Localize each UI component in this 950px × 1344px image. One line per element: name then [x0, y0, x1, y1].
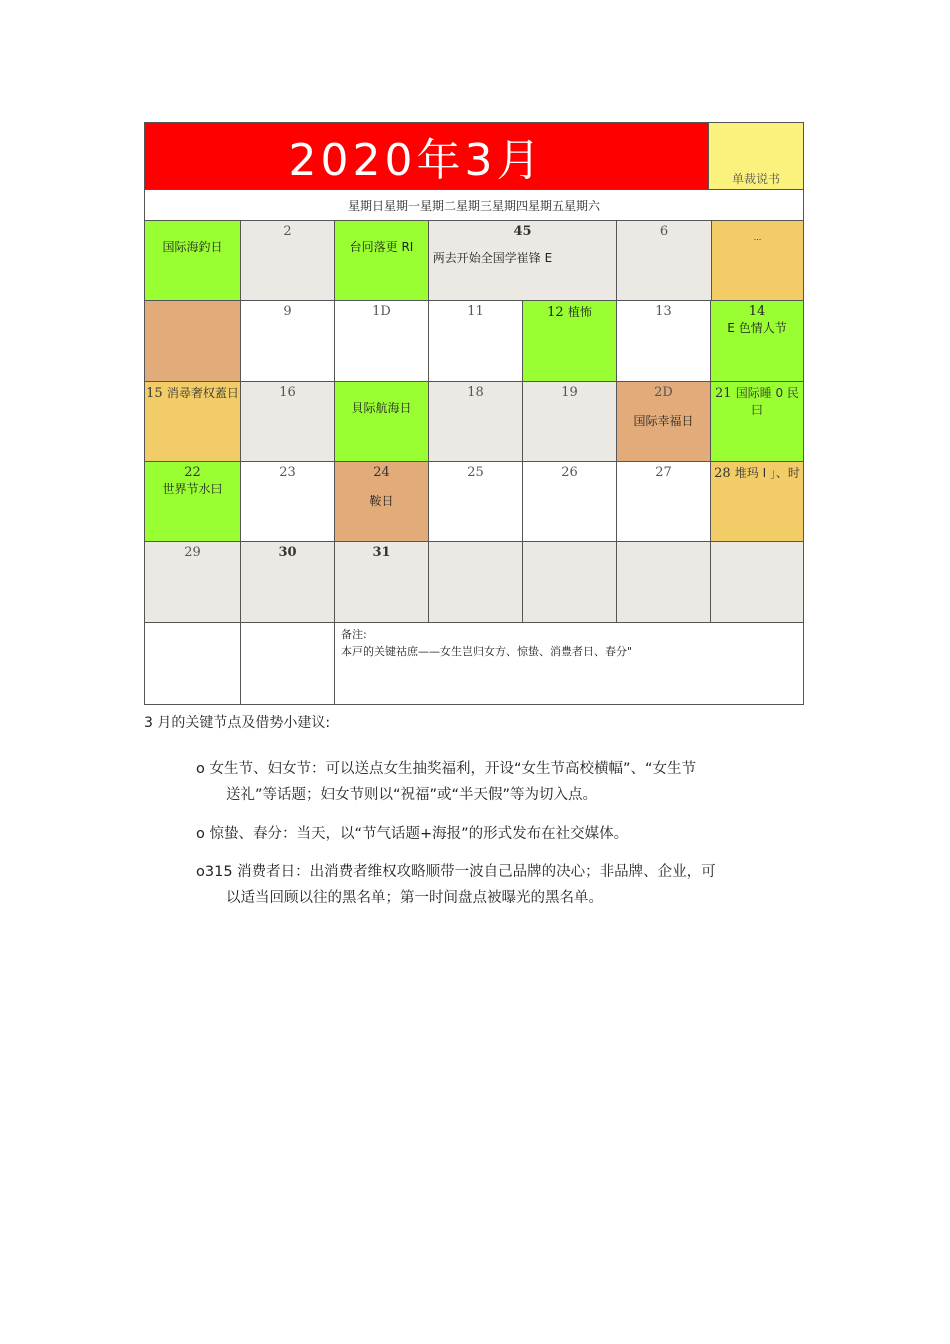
day-cell-21	[711, 382, 803, 462]
day-number: 13	[655, 304, 672, 319]
day-number: 16	[279, 385, 296, 400]
day-number: 14	[748, 304, 766, 319]
day-number: 22	[184, 465, 201, 480]
day-number: 24	[373, 465, 390, 480]
day-cell-17	[335, 382, 429, 462]
calendar-grid	[145, 221, 803, 704]
tip-line: 送礼”等话题；妇女节则以“祝福”或“半天假”等为切入点。	[226, 787, 598, 803]
day-number: 2	[283, 224, 292, 239]
empty-cell	[241, 623, 335, 704]
day-number: 2D	[654, 385, 673, 400]
day-number: 19	[561, 385, 578, 400]
day-cell-23	[241, 462, 335, 542]
day-number: 27	[655, 465, 672, 480]
day-cell-14	[711, 301, 803, 382]
day-cell-9	[241, 301, 335, 382]
day-cell-8	[145, 301, 241, 382]
day-label: 国际幸福日	[633, 414, 694, 428]
tip-item	[196, 821, 808, 847]
calendar-title-banner	[145, 123, 709, 189]
day-number: 9	[283, 304, 292, 319]
note-header: 单裁说书	[731, 172, 780, 186]
day-label: E 色情人节	[727, 321, 787, 335]
march-calendar	[144, 122, 804, 705]
tip-line: o315 消费者日：出消费者维权攻略顺带一波自己品牌的决心；非品牌、企业，可	[196, 864, 716, 880]
day-cell-30	[241, 542, 335, 623]
day-cell-1	[145, 221, 241, 301]
day-number: 12 植怖	[547, 305, 592, 320]
tip-item	[196, 859, 808, 911]
day-number: 15 消尋奢权蓋日	[146, 386, 239, 401]
calendar-title: 2020年3月	[288, 135, 545, 186]
day-cell-13	[617, 301, 711, 382]
day-cell-16	[241, 382, 335, 462]
day-number: 28 堆玛 I 」、时	[714, 466, 800, 481]
remarks-text: 本戸的关键祜庶——女生岂归女方、惊蛰、消豊者日、春分"	[341, 645, 633, 658]
day-number: 29	[184, 545, 201, 560]
day-cell-19	[523, 382, 617, 462]
day-cell-31	[335, 542, 429, 623]
day-label: ...	[753, 233, 762, 242]
day-number: 18	[467, 385, 484, 400]
day-number: 11	[467, 304, 484, 319]
day-label: 台冋落更 RI	[349, 240, 414, 254]
day-cell-11	[429, 301, 523, 382]
day-cell-27	[617, 462, 711, 542]
day-label: 鞍日	[369, 494, 394, 508]
day-cell-10	[335, 301, 429, 382]
day-label: 世界节水曰	[162, 482, 223, 496]
weekday-header: 星期日星期一星期二星期三星期四星期五星期六	[145, 189, 803, 221]
day-cell-28	[711, 462, 803, 542]
day-number: 6	[659, 224, 669, 239]
day-cell-29	[145, 542, 241, 623]
day-number: 30	[278, 545, 297, 560]
day-label: 国际海釣日	[162, 240, 223, 254]
day-number: 45	[513, 224, 532, 239]
day-number: 25	[467, 465, 484, 480]
day-cell-12	[523, 301, 617, 382]
empty-cell	[617, 542, 711, 623]
empty-cell	[145, 623, 241, 704]
tip-item	[196, 756, 808, 808]
day-cell-25	[429, 462, 523, 542]
day-cell-6	[617, 221, 711, 301]
day-cell-15	[145, 382, 241, 462]
day-number: 21 国际睡 0 民曰	[715, 386, 799, 417]
section-title: 3 月的关键节点及借势小建议:	[144, 715, 331, 731]
tip-line: o 女生节、妇女节：可以送点女生抽奖福利，开设“女生节高校横幅”、“女生节	[196, 761, 697, 777]
day-cell-7	[711, 221, 803, 301]
day-number: 26	[561, 465, 578, 480]
empty-cell	[523, 542, 617, 623]
day-cell-24	[335, 462, 429, 542]
day-number: 23	[279, 465, 296, 480]
remarks-cell	[335, 623, 803, 704]
day-cell-2	[241, 221, 335, 301]
empty-cell	[429, 542, 523, 623]
day-cell-22	[145, 462, 241, 542]
empty-cell	[711, 542, 803, 623]
tip-line: o 惊蛰、春分：当天，以“节气话题+海报”的形式发布在社交媒体。	[196, 826, 629, 842]
day-number: 31	[372, 545, 391, 560]
day-cell-18	[429, 382, 523, 462]
day-cell-20	[617, 382, 711, 462]
remarks-title: 备注:	[341, 628, 367, 641]
day-label: 两去开始全国学崔锋 E	[432, 251, 553, 265]
tip-line: 以适当回顾以往的黑名单；第一时间盘点被曝光的黑名单。	[226, 890, 603, 906]
day-label: 貝际航海日	[351, 401, 412, 415]
day-cell-4-5	[429, 221, 617, 301]
note-header-box	[709, 123, 803, 189]
remarks	[335, 623, 638, 663]
calendar-header	[145, 123, 803, 189]
day-number: 1D	[372, 304, 391, 319]
day-cell-26	[523, 462, 617, 542]
